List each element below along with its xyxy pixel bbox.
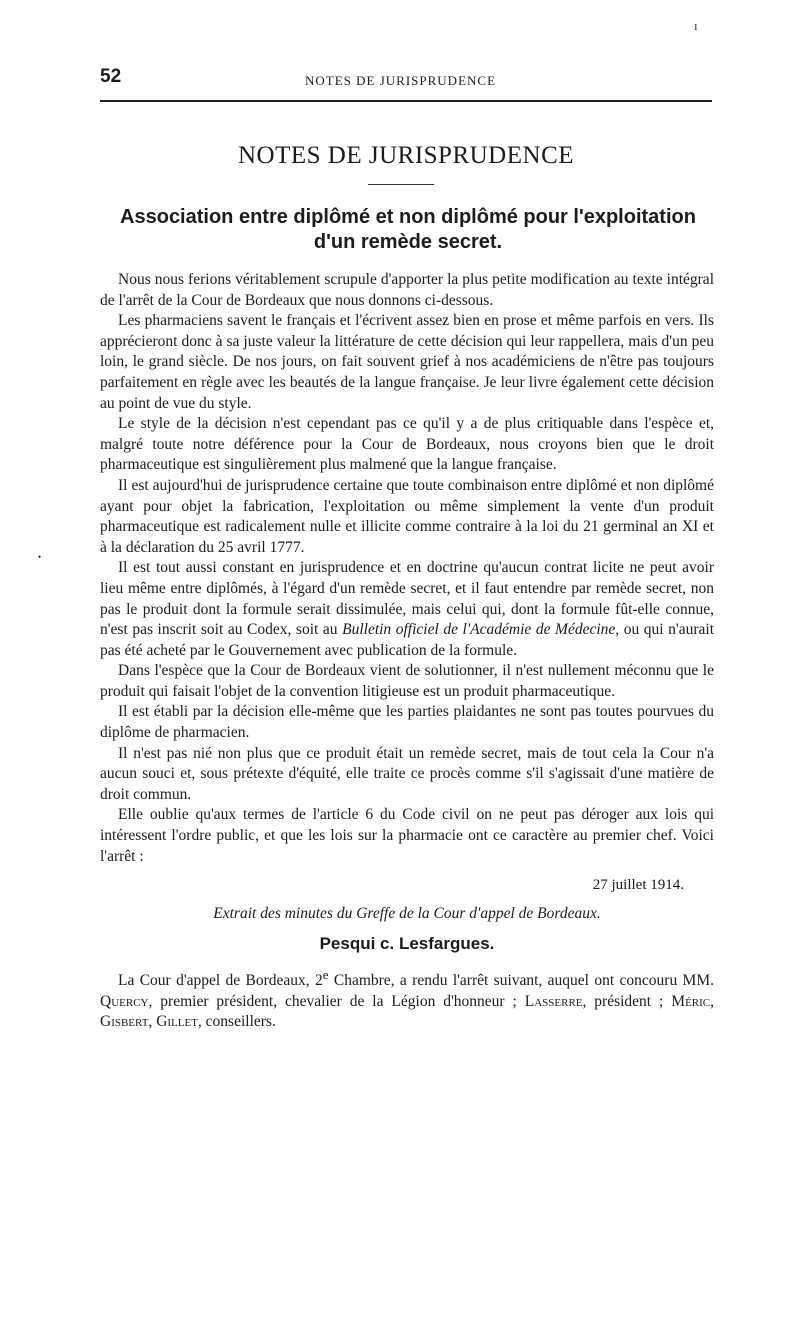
paragraph — [100, 965, 714, 1033]
judge-name: Quercy — [100, 992, 149, 1010]
paragraph-text: , président ; — [582, 992, 672, 1010]
paragraph-text: , ou qui n'aurait pas été acheté par le Gouvernement avec publication de la formule. — [100, 621, 715, 659]
case-parties: Pesqui c. Lesfargues. — [319, 934, 495, 954]
judge-name: Méric — [671, 992, 711, 1010]
judge-name: Gisbert — [100, 1013, 149, 1031]
running-header — [100, 66, 712, 94]
paragraph-text: , premier président, chevalier de la Légion d'honneur ; — [148, 992, 525, 1010]
paragraph: Dans l'espèce que la Cour de Bordeaux vient de solutionner, il n'est nullement méconnu que le produit qui faisait l'objet de la convention litigieuse est un produit pharmaceutique. — [100, 662, 714, 700]
paragraph: Nous nous ferions véritablement scrupule d'apporter la plus petite modification au texte intégral de l'arrêt de la Cour de Bordeaux que nous donnons ci-dessous. — [100, 271, 714, 309]
page-number: 52 — [100, 66, 122, 87]
paragraph-text: La Cour d'appel de Bordeaux, 2 — [118, 972, 323, 990]
extract-heading: Extrait des minutes du Greffe de la Cour d'appel de Bordeaux. — [213, 904, 601, 922]
running-title: NOTES DE JURISPRUDENCE — [305, 73, 497, 88]
article-subtitle: Association entre diplômé et non diplômé pour l'exploitation d'un remède secret. — [120, 206, 696, 253]
page-title: NOTES DE JURISPRUDENCE — [237, 142, 575, 169]
paragraph: Les pharmaciens savent le français et l'écrivent assez bien en prose et même parfois en vers. Ils apprécieront donc à sa juste valeur la littérature de cette décision qui leur rappellera, mais d'un peu loin, le grand siècle. De nos jours, on fait souvent grief à nos académiciens de n'être pas toujours parfaitement en règle avec les beautés de la langue française. Je leur livre également cette décision au point de vue du style. — [100, 312, 714, 412]
article-body — [100, 270, 714, 1033]
paragraph: Il est aujourd'hui de jurisprudence certaine que toute combinaison entre diplômé et non diplômé ayant pour objet la fabrication, l'exploitation ou même simplement la vente d'un produit pharmaceutique est radicalement nulle et illicite comme contraire à la loi du 21 germinal an XI et à la déclaration du 25 avril 1777. — [100, 476, 714, 556]
ordinal-suffix: e — [322, 967, 329, 982]
paragraph: Il est établi par la décision elle-même que les parties plaidantes ne sont pas toutes pourvues du diplôme de pharmacien. — [100, 703, 714, 742]
paragraph — [100, 558, 714, 661]
paragraph-text: Il est tout aussi constant en jurisprudence et en doctrine qu'aucun contrat licite ne peut avoir lieu même entre diplômés, à l'égard d'un remède secret, et il faut entendre par remède secret, non pas le produit dont la formule serait dissimulée, mais celui qui, dont la formule fût-elle connue, n'est pas inscrit soit au Codex, soit au — [100, 559, 714, 639]
paragraph: Il n'est pas nié non plus que ce produit était un remède secret, mais de tout cela la Cour n'a aucun souci et, sous prétexte d'équité, elle traite ce procès comme s'il s'agissait d'une matière de droit commun. — [100, 744, 714, 803]
judge-name: Gillet — [156, 1013, 198, 1031]
judgment-date: 27 juillet 1914. — [592, 877, 684, 894]
margin-bullet: • — [38, 552, 42, 562]
paragraph: Elle oublie qu'aux termes de l'article 6 du Code civil on ne peut pas déroger aux lois qui intéressent l'ordre public, et que les lois sur la pharmacie ont ce caractère au premier chef. Voici l'arrêt : — [100, 806, 714, 865]
separator: , — [710, 992, 714, 1010]
corner-mark: ı — [694, 18, 698, 33]
header-rule — [100, 100, 712, 102]
bulletin-title: Bulletin officiel de l'Académie de Médecine — [342, 621, 616, 639]
separator: , — [148, 1013, 157, 1031]
paragraph-text: Chambre, a rendu l'arrêt suivant, auquel ont concouru MM. — [328, 972, 714, 990]
paragraph: Le style de la décision n'est cependant pas ce qu'il y a de plus critiquable dans l'espèce et, malgré toute notre déférence pour la Cour de Bordeaux, nous croyons bien que le droit pharmaceutique est singulièrement plus malmené que la langue française. — [100, 415, 714, 474]
paragraph-text: , conseillers. — [197, 1013, 276, 1031]
judge-name: Lasserre — [524, 992, 583, 1010]
title-divider — [368, 184, 434, 185]
